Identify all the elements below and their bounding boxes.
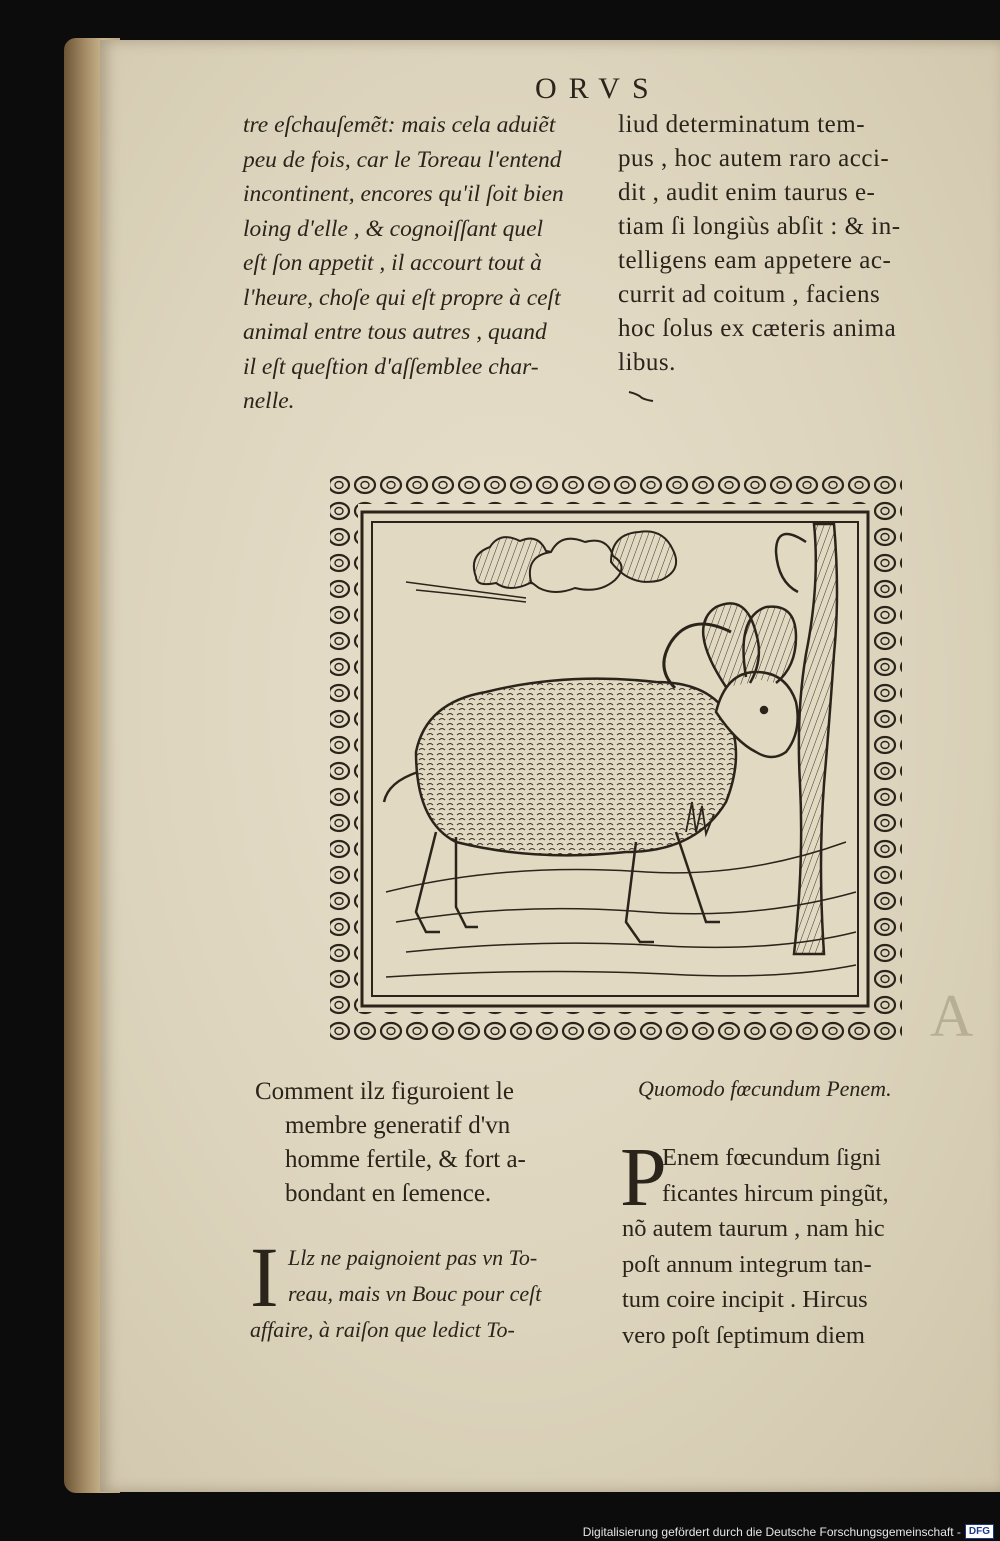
border-top (330, 476, 902, 504)
latin-dropcap: P (620, 1131, 667, 1224)
french-text-upper (243, 108, 593, 419)
footer-text: Digitalisierung gefördert durch die Deutsche Forschungsgemeinschaft - (582, 1524, 961, 1539)
text-line: liud determinatum tem- (618, 111, 866, 138)
running-head: ORVS (535, 72, 661, 105)
text-line: dit , audit enim taurus e- (618, 179, 876, 206)
ink-mark (628, 390, 654, 402)
text-line: poſt annum integrum tan- (622, 1250, 872, 1278)
text-line: hoc ſolus ex cæteris anima (618, 315, 897, 342)
text-line: tre eſchauſemẽt: mais cela aduiẽt (243, 112, 556, 138)
text-line: Llz ne paignoient pas vn To- (288, 1245, 538, 1270)
text-line: Comment ilz figuroient le (255, 1078, 514, 1105)
dfg-logo[interactable]: DFG (965, 1524, 994, 1539)
text-line: incontinent, encores qu'il ſoit bien (243, 181, 564, 207)
latin-text-upper (618, 108, 958, 380)
french-dropcap: I (250, 1229, 279, 1325)
text-line: l'heure, choſe qui eſt propre à ceſt (243, 284, 561, 311)
text-line: pus , hoc autem raro acci- (618, 145, 890, 172)
french-chapter-heading (255, 1075, 605, 1211)
text-line: loing d'elle , & cognoiſſant quel (243, 215, 544, 242)
text-line: reau, mais vn Bouc pour ceſt (288, 1281, 542, 1306)
french-body-text (250, 1229, 600, 1348)
text-line: vero poſt ſeptimum diem (622, 1321, 865, 1349)
text-line: tum coire incipit . Hircus (622, 1286, 868, 1313)
text-line: bondant en ſemence. (285, 1180, 492, 1207)
text-line: animal entre tous autres , quand (243, 319, 547, 345)
border-bottom (330, 1012, 902, 1040)
text-line: telligens eam appetere ac- (618, 247, 892, 274)
text-line: Enem fœcundum ſigni (662, 1144, 882, 1171)
border-right (874, 504, 902, 1012)
text-line: affaire, à raiſon que ledict To- (250, 1317, 515, 1342)
text-line: membre generatif d'vn (285, 1112, 511, 1139)
latin-chapter-heading: Quomodo fœcundum Penem. (638, 1076, 892, 1101)
text-line: tiam ſi longiùs abſit : & in- (618, 213, 901, 240)
text-line: peu de fois, car le Toreau l'entend (243, 146, 562, 173)
border-left (330, 504, 358, 1012)
text-line: il eſt queſtion d'aſſemblee char- (243, 353, 539, 380)
text-line: libus. (618, 349, 676, 376)
digitization-footer (583, 1524, 994, 1539)
text-line: nõ autem taurum , nam hic (622, 1215, 885, 1242)
text-line: ficantes hircum pingũt, (662, 1179, 889, 1207)
show-through-letter: A (930, 983, 974, 1049)
text-line: nelle. (243, 388, 295, 414)
text-line: currit ad coitum , faciens (618, 281, 881, 308)
text-line: eſt ſon appetit , il accourt tout à (243, 250, 542, 276)
latin-body-text (620, 1131, 977, 1353)
text-line: homme fertile, & fort a- (285, 1146, 526, 1173)
ram-woodcut-illustration (326, 472, 906, 1044)
